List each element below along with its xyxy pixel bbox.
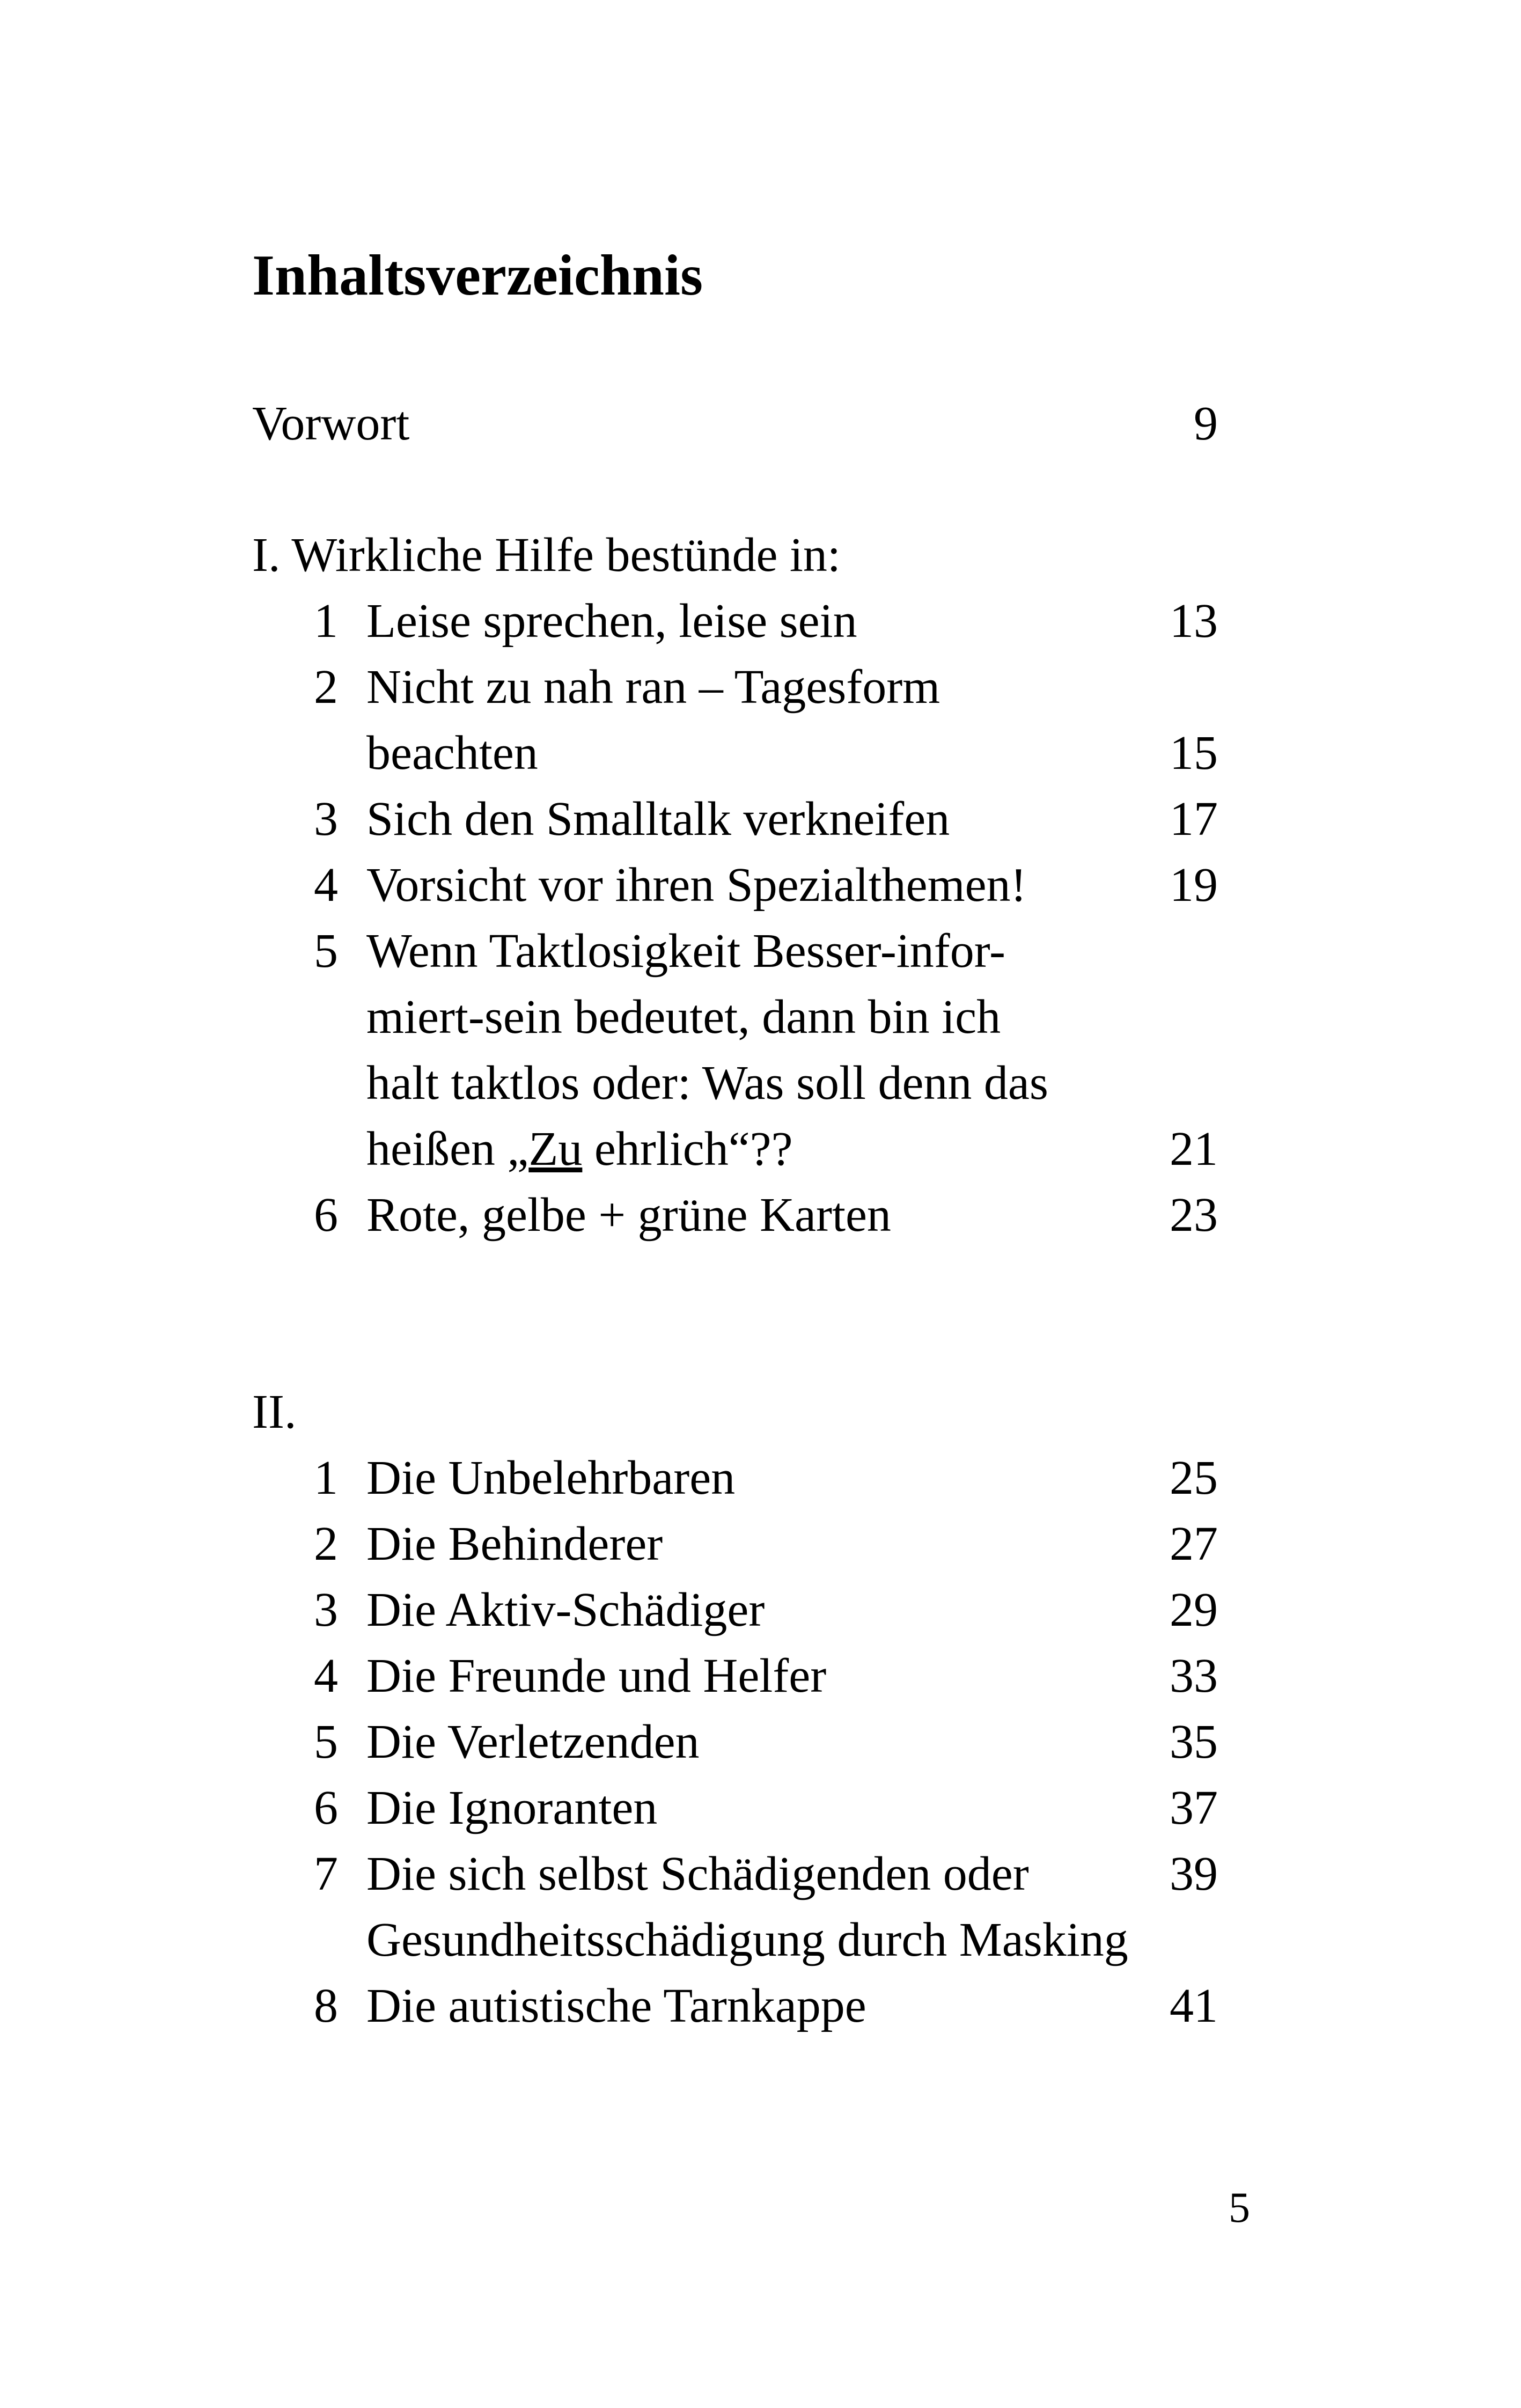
toc-entry-title: Nicht zu nah ran – Tagesform [366,660,940,714]
toc-entry-title: Rote, gelbe + grüne Karten [366,1188,891,1242]
toc-entry-title: Die sich selbst Schädigenden oder [366,1847,1029,1900]
toc-entry-page: 15 [1170,726,1218,780]
toc-entry-title: Die Ignoranten [366,1781,658,1834]
section-heading-1 [0,528,1521,585]
toc-entry-number: 4 [314,858,338,912]
toc-entry-number: 2 [314,1517,338,1570]
toc-entry-page: 9 [1194,397,1218,450]
toc-entry-title: beachten [366,726,538,780]
toc-entry-title: Die Freunde und Helfer [366,1649,827,1702]
toc-entry-page: 13 [1170,594,1218,648]
toc-entry-title: Sich den Smalltalk verkneifen [366,792,950,846]
toc-entry-label: Vorwort [252,397,410,450]
section-heading-text: II. [252,1385,297,1438]
underlined-word: Zu [528,1122,583,1176]
toc-entry-number: 6 [314,1188,338,1242]
toc-entry-page: 37 [1170,1781,1218,1834]
toc-entry-page: 25 [1170,1451,1218,1504]
toc-entry-title: Die autistische Tarnkappe [366,1979,866,2032]
toc-entry-page: 41 [1170,1979,1218,2032]
toc-entry-number: 5 [314,924,338,978]
toc-entry-page: 33 [1170,1649,1218,1702]
toc-entry-title: Die Unbelehrbaren [366,1451,736,1504]
page-title: Inhaltsverzeichnis [252,244,703,307]
toc-entry-preface [0,397,1521,453]
page-number: 5 [1229,2184,1250,2231]
toc-entry-number: 4 [314,1649,338,1702]
toc-entry-title: Gesundheitsschädigung durch Masking [366,1913,1128,1966]
toc-entry-number: 3 [314,1583,338,1636]
toc-entry-number: 6 [314,1781,338,1834]
toc-entry-title: Wenn Taktlosigkeit Besser-infor- [366,924,1005,978]
section-heading-text: I. Wirkliche Hilfe bestünde in: [252,528,841,582]
toc-entry-number: 1 [314,1451,338,1504]
toc-entry-title: Die Aktiv-Schädiger [366,1583,765,1636]
toc-entry-page: 39 [1170,1847,1218,1900]
toc-entry-page: 27 [1170,1517,1218,1570]
toc-entry-title: Die Behinderer [366,1517,663,1570]
toc-entry-title: Vorsicht vor ihren Spezialthemen! [366,858,1027,912]
toc-entry-page: 35 [1170,1715,1218,1768]
toc-entry-number: 5 [314,1715,338,1768]
toc-entry-title [366,1122,793,1176]
toc-entry-title: halt taktlos oder: Was soll denn das [366,1056,1048,1110]
toc-entry-number: 8 [314,1979,338,2032]
toc-entry-page: 23 [1170,1188,1218,1242]
toc-entry-page: 19 [1170,858,1218,912]
toc-entry-number: 7 [314,1847,338,1900]
toc-entry-number: 1 [314,594,338,648]
title-prefix: heißen „ [366,1122,529,1176]
toc-entry-number: 3 [314,792,338,846]
toc-entry-page: 29 [1170,1583,1218,1636]
toc-entry-number: 2 [314,660,338,714]
title-suffix: ehrlich“?? [582,1122,793,1176]
toc-entry-title: Leise sprechen, leise sein [366,594,857,648]
toc-entry-title: Die Verletzenden [366,1715,700,1768]
toc-entry-page: 17 [1170,792,1218,846]
toc-entry-page: 21 [1170,1122,1218,1176]
toc-entry-title: miert-sein bedeutet, dann bin ich [366,990,1001,1044]
